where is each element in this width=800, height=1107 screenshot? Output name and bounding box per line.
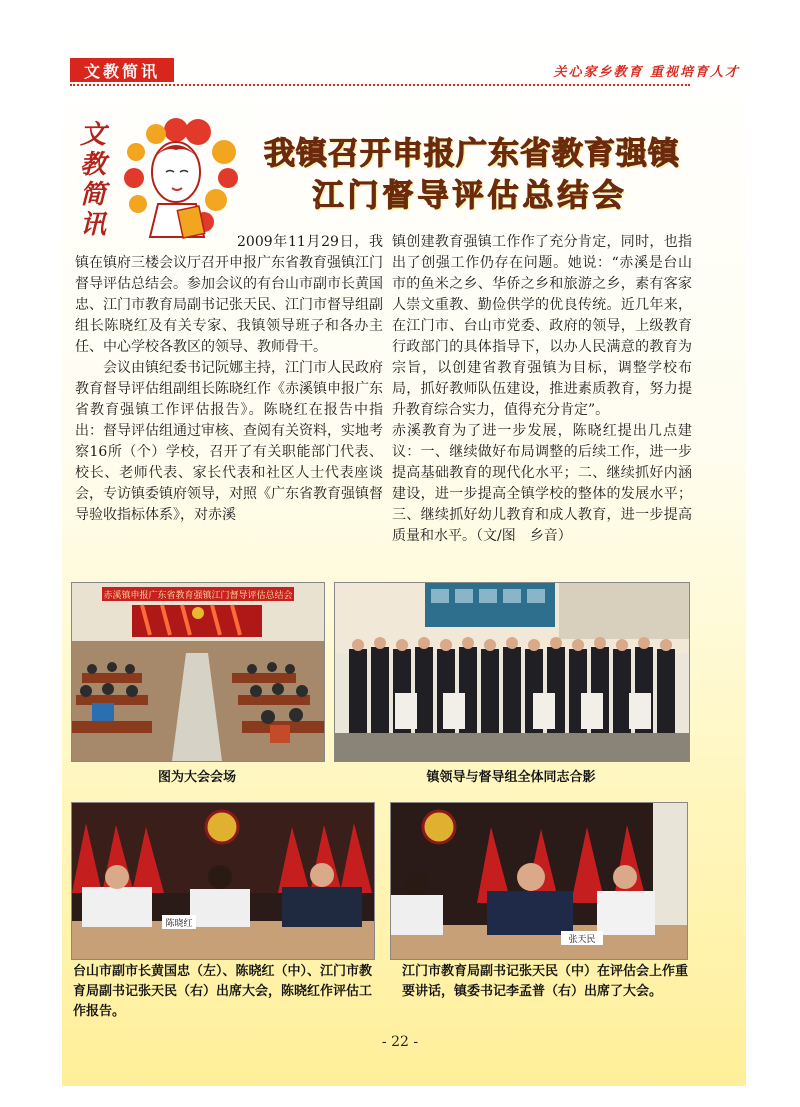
article-paragraph: 2009年11月29日，我镇在镇府三楼会议厅召开申报广东省教育强镇江门督导评估总结会。参加会议的有台山市副市长黄国忠、江门市教育局副书记张天民、江门市督导组副组长陈晓红及有关专家、我镇领导班子和各办主任、中心学校各教区的领导、教师骨干。 xyxy=(75,234,383,355)
nameplate-text: 陈晓红 xyxy=(165,919,193,929)
article-paragraph: 会议由镇纪委书记阮娜主持，江门市人民政府教育督导评估组副组长陈晓红作《赤溪镇申报广东省教育强镇工作评估报告》。陈晓红在报告中指出：督导评估组通过审核、查阅有关资料，实地考察16所（个）学校，召开了有关职能部门代表、校长、老师代表、家长代表和社区人士代表座谈会，专访镇委镇府领导，对照《广东省教育强镇督导验收指标体系》，对赤溪 xyxy=(75,360,383,523)
page-number: - 22 - xyxy=(381,1034,419,1050)
photo-caption-meeting-hall: 图为大会会场 xyxy=(157,770,236,785)
article-left-column xyxy=(75,232,383,526)
nameplate-text: 张天民 xyxy=(568,935,596,945)
header-slogan: 关心家乡教育 重视培育人才 xyxy=(553,65,740,80)
article-paragraph: 镇创建教育强镇工作作了充分肯定，同时，也指出了创强工作仍存在问题。她说：“赤溪是台山市的鱼米之乡、华侨之乡和旅游之乡，素有客家人崇文重教、勤俭供学的优良传统。近几年来，在江门市、台山市党委、政府的领导，上级教育行政部门的具体指导下，以办人民满意的教育为宗旨，以创建省教育强镇为目标，调整学校布局，抓好教师队伍建设，推进素质教育，努力提升教育综合实力，值得充分肯定”。 xyxy=(392,234,692,418)
photo-banner-text: 赤溪镇申报广东省教育强镇江门督导评估总结会 xyxy=(103,591,293,601)
headline-line-1: 我镇召开申报广东省教育强镇 xyxy=(264,136,680,172)
photo-speaker xyxy=(390,802,688,960)
article-paragraph: 赤溪教育为了进一步发展，陈晓红提出几点建议：一、继续做好布局调整的后续工作，进一步提高基础教育的现代化水平；二、继续抓好内涵建设，进一步提高全镇学校的整体的发展水平；三、继续抓好幼儿教育和成人教育，进一步提高质量和水平。（文/图 乡音） xyxy=(392,423,692,544)
section-tab: 文教简讯 xyxy=(70,58,174,82)
photo-group xyxy=(334,582,690,762)
photo-caption-speaker: 江门市教育局副书记张天民（中）在评估会上作重要讲话，镇委书记李孟普（右）出席了大会。 xyxy=(402,964,689,999)
photo-podium-officials xyxy=(71,802,375,960)
photo-caption-podium-officials: 台山市副市长黄国忠（左）、陈晓红（中）、江门市教育局副书记张天民（右）出席大会，陈晓红作评估工作报告。 xyxy=(73,964,373,1019)
article-right-column xyxy=(392,232,692,547)
header-divider xyxy=(70,84,690,86)
photo-caption-group: 镇领导与督导组全体同志合影 xyxy=(426,770,596,785)
headline-line-2: 江门督导评估总结会 xyxy=(312,178,628,214)
photo-meeting-hall xyxy=(71,582,325,762)
column-logo-text: 文教简讯 xyxy=(80,120,107,240)
